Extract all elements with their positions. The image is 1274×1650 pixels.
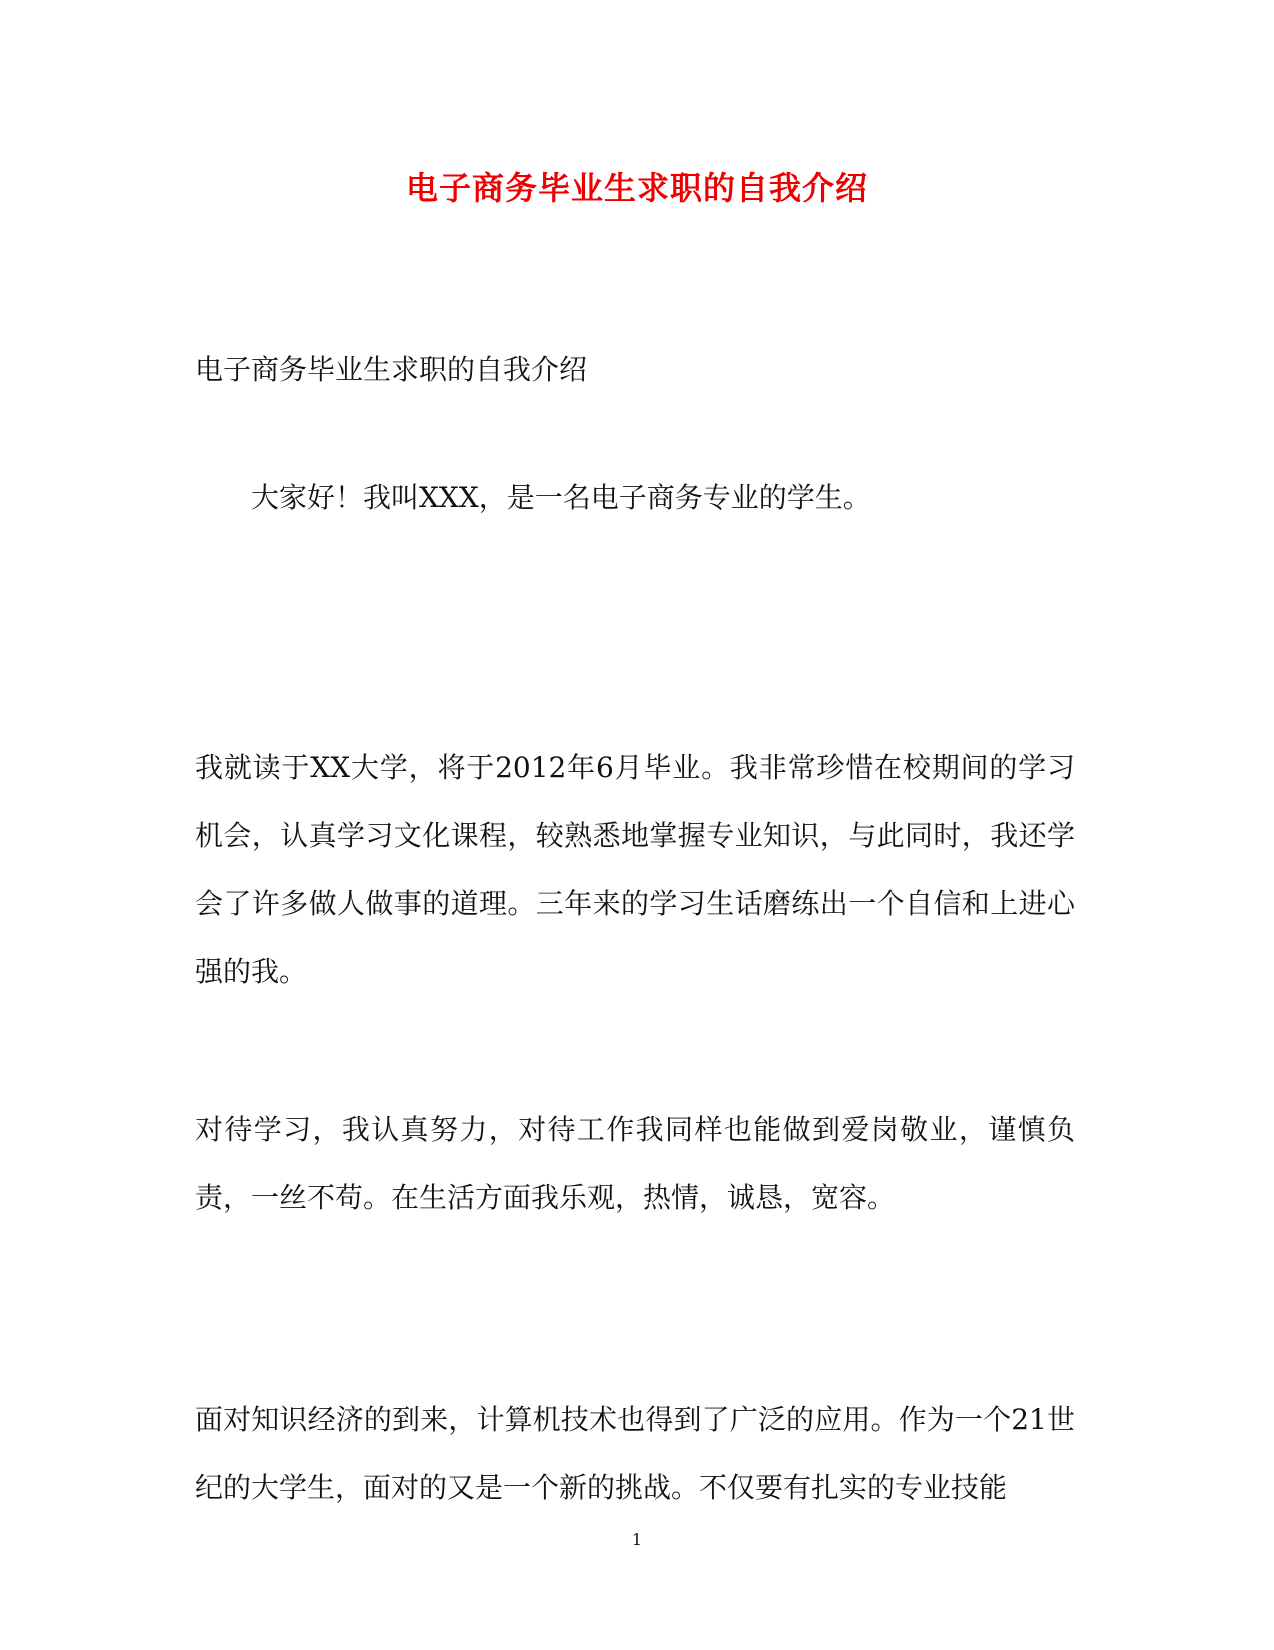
greeting-paragraph: 大家好！我叫XXX，是一名电子商务专业的学生。 (251, 481, 871, 514)
body-paragraph-knowledge-economy: 面对知识经济的到来，计算机技术也得到了广泛的应用。作为一个21世纪的大学生，面对的又是一个新的挑战。不仅要有扎实的专业技能 (195, 1403, 1075, 1504)
page-number: 1 (631, 1530, 643, 1549)
body-paragraph-education: 我就读于XX大学，将于2012年6月毕业。我非常珍惜在校期间的学习机会，认真学习文化课程，较熟悉地掌握专业知识，与此同时，我还学会了许多做人做事的道理。三年来的学习生话磨练出一个自信和上进心强的我。 (195, 751, 1075, 988)
page-title: 电子商务毕业生求职的自我介绍 (405, 169, 868, 207)
document-subtitle: 电子商务毕业生求职的自我介绍 (195, 353, 588, 386)
body-paragraph-attitude: 对待学习，我认真努力，对待工作我同样也能做到爱岗敬业，谨慎负责，一丝不苟。在生活方面我乐观，热情，诚恳，宽容。 (195, 1113, 1075, 1214)
